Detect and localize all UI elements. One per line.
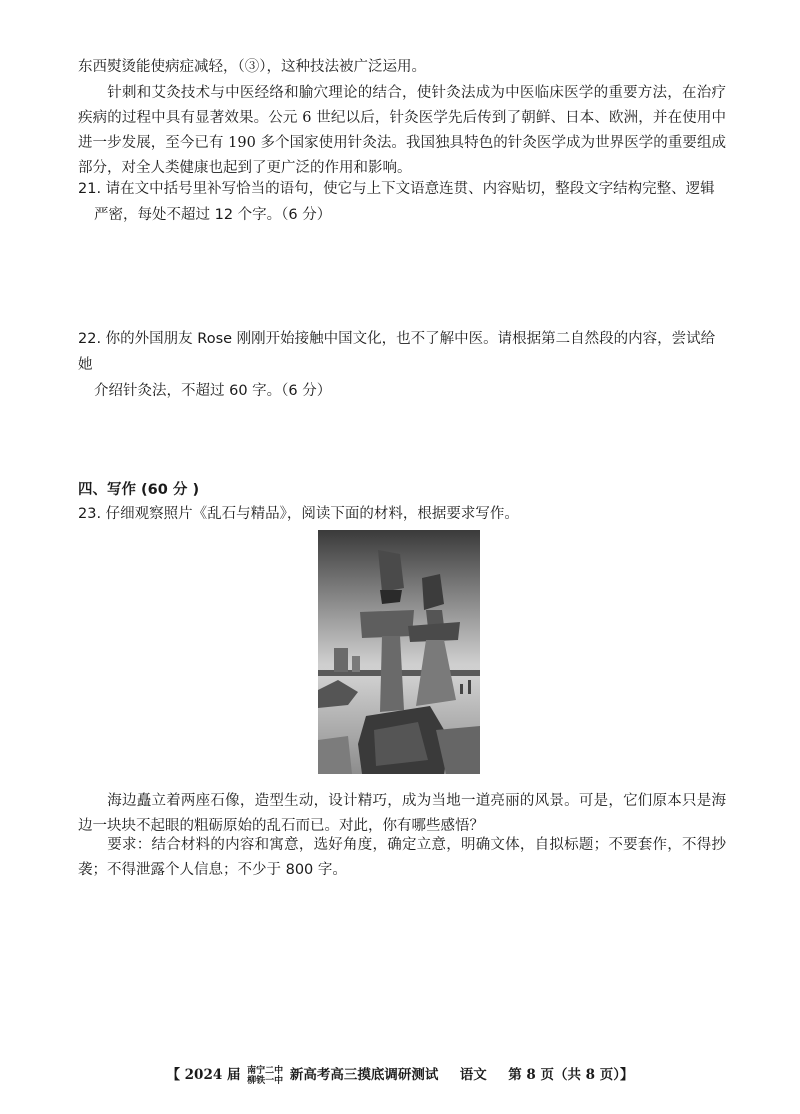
passage-paragraph-2-text: 针刺和艾灸技术与中医经络和腧穴理论的结合，使针灸法成为中医临床医学的重要方法，在治疗疾病的过程中具有显著效果。公元 6 世纪以后，针灸医学先后传到了朝鲜、日本、欧洲，并在使用中进一步发展，至今已有 190 多个国家使用针灸法。我国独具特色的针灸医学成为世界医学的重要组成部分，对全人类健康也起到了更广泛的作用和影响。: [78, 85, 726, 176]
page-footer: [0, 1063, 800, 1086]
footer-schools: [247, 1066, 283, 1086]
footer-prefix: 【 2024 届: [166, 1067, 241, 1083]
question-21-line-2: 严密，每处不超过 12 个字。（6 分）: [94, 207, 332, 223]
question-22-line-2: 介绍针灸法，不超过 60 字。（6 分）: [94, 383, 332, 399]
writing-requirement: [78, 833, 726, 883]
footer-page-number: 第 8 页（共 8 页）】: [508, 1067, 634, 1083]
writing-material: [78, 789, 726, 839]
passage-paragraph-2: [78, 81, 726, 181]
question-22: [78, 326, 728, 404]
writing-requirement-text: 要求：结合材料的内容和寓意，选好角度，确定立意，明确文体，自拟标题；不要套作，不得抄袭；不得泄露个人信息；不少于 800 字。: [78, 837, 726, 878]
question-21: [78, 176, 728, 228]
footer-school-top: 南宁二中: [247, 1065, 284, 1076]
question-21-line-1: 21. 请在文中括号里补写恰当的语句，使它与上下文语意连贯、内容贴切，整段文字结构完整、逻辑: [78, 181, 715, 197]
footer-school-bottom: 柳铁一中: [247, 1075, 284, 1086]
question-23: 23. 仔细观察照片《乱石与精品》，阅读下面的材料，根据要求写作。: [78, 506, 519, 522]
stacked-stones-photo: [318, 530, 480, 774]
question-22-line-1: 22. 你的外国朋友 Rose 刚刚开始接触中国文化，也不了解中医。请根据第二自然段的内容，尝试给她: [78, 331, 716, 373]
writing-section-title: 四、写作 (60 分 ): [78, 482, 200, 498]
footer-exam-name: 新高考高三摸底调研测试: [289, 1067, 439, 1083]
passage-line-1: 东西熨烫能使病症减轻，（③），这种技法被广泛运用。: [78, 59, 426, 75]
footer-subject: 语文: [459, 1067, 487, 1083]
writing-material-text: 海边矗立着两座石像，造型生动，设计精巧，成为当地一道亮丽的风景。可是，它们原本只是海边一块块不起眼的粗砺原始的乱石而已。对此，你有哪些感悟？: [78, 793, 726, 834]
